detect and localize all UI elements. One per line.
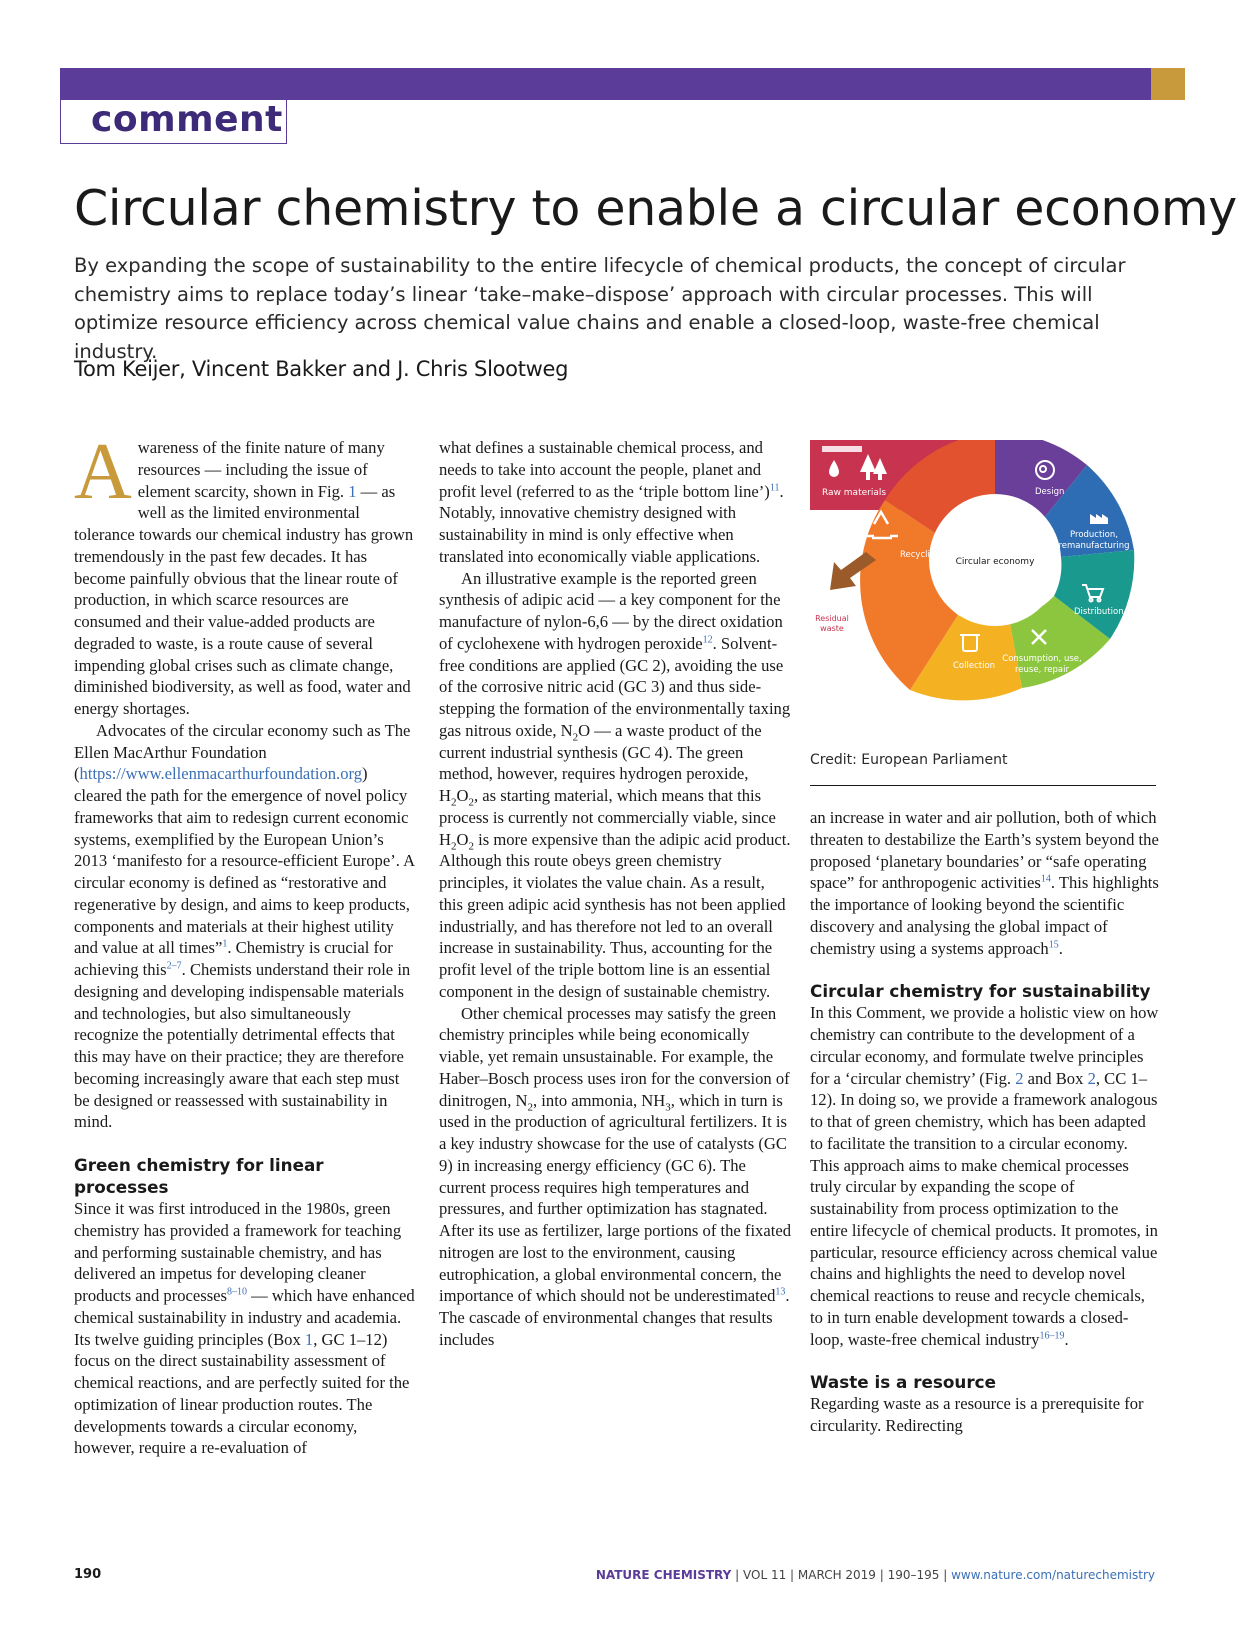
- header-accent: [1151, 68, 1185, 100]
- page-number: 190: [74, 1567, 102, 1582]
- header-bar: [60, 68, 1151, 100]
- consumption-label-2: reuse, repair: [1015, 665, 1069, 675]
- journal-name: NATURE CHEMISTRY: [595, 1568, 732, 1582]
- box-link[interactable]: 1: [304, 1329, 314, 1349]
- collection-label: Collection: [953, 661, 996, 671]
- paragraph: An illustrative example is the reported green synthesis of adipic acid — a key component for the manufacture of nylon-6,6 — by the direct oxidation of cyclohexene with hydrogen peroxide$^{12}$. Solvent-free conditions are applied (GC 2), avoiding the use of the corrosive nitric acid (GC 3) and thus side-stepping the formation of the environmentally taxing gas nitrous oxide, $N_2O$ — a waste product of the current industrial synthesis (GC 4). The green method, however, requires hydrogen peroxide, $H_2O_2$, as starting material, which means that this process is currently not commercially viable, since $H_2O_2$ is more expensive than the adipic acid product. Although this route obeys green chemistry principles, it violates the value chain. As a result, this green adipic acid synthesis has not been applied industrially, and has therefore not led to an overall increase in sustainability. Thus, accounting for the profit level of the triple bottom line is an essential component in the design of sustainable chemistry.: [439, 568, 791, 1001]
- article-title: Circular chemistry to enable a circular economy: [74, 180, 1237, 237]
- column-3: [810, 807, 1159, 1437]
- residual-label-2: waste: [820, 624, 844, 633]
- paragraph: what defines a sustainable chemical process, and needs to take into account the people, planet and profit level (referred to as the ‘triple bottom line’)$^{11}$. Notably, innovative chemistry designed with sustainability in mind is only effective when translated into economically viable applications.: [439, 438, 784, 566]
- column-1: [74, 428, 417, 1459]
- column-2: [439, 437, 791, 1351]
- reference-link[interactable]: 12: [702, 634, 713, 646]
- reference-link[interactable]: 15: [1048, 938, 1059, 950]
- recycling-label: Recycling: [900, 550, 941, 560]
- reference-link[interactable]: 13: [775, 1286, 786, 1298]
- figure-link[interactable]: 2: [1015, 1068, 1024, 1088]
- paragraph: In this Comment, we provide a holistic view on how chemistry can contribute to the development of a circular economy, and formulate twelve principles for a ‘circular chemistry’ (Fig. 2 and Box 2, CC 1–12). In doing so, we provide a framework analogous to that of green chemistry, which has been adapted to facilitate the transition to a circular economy. This approach aims to make chemical processes truly circular by expanding the scope of sustainability from process optimization to the entire lifecycle of chemical products. It promotes, in particular, resource efficiency across chemical value chains and highlights the need to develop novel chemical reactions to reuse and recycle chemicals, to in turn enable development towards a closed-loop, waste-free chemical industry$^{16-19}$.: [810, 1003, 1159, 1349]
- reference-link[interactable]: 14: [1040, 873, 1051, 885]
- section-heading: Circular chemistry for sustainability: [810, 981, 1151, 1002]
- reference-link[interactable]: 8–10: [227, 1286, 247, 1298]
- center-label: Circular economy: [955, 557, 1035, 567]
- journal-url[interactable]: www.nature.com/naturechemistry: [951, 1568, 1155, 1582]
- standfirst: By expanding the scope of sustainability to the entire lifecycle of chemical products, the concept of circular chemistry aims to replace today’s linear ‘take–make–dispose’ approach with circular processes. This will optimize resource efficiency across chemical value chains and enable a closed-loop, waste-free chemical industry.: [74, 254, 1126, 363]
- journal-footer: [596, 1568, 1155, 1582]
- section-label: comment: [91, 99, 283, 140]
- paragraph: Other chemical processes may satisfy the green chemistry principles while being economically viable, yet remain unsustainable. For example, the Haber–Bosch process uses iron for the conversion of dinitrogen, $N_2$, into ammonia, $NH_3$, which in turn is used in the production of agricultural fertilizers. It is a key industry showcase for the use of catalysts (GC 9) in increasing energy efficiency (GC 6). The current process requires high temperatures and pressures, and further optimization has stagnated. After its use as fertilizer, large portions of the fixated nitrogen are lost to the environment, causing eutrophication, a global environmental concern, the importance of which should not be underestimated$^{13}$. The cascade of environmental changes that results includes: [439, 1003, 791, 1349]
- reference-link[interactable]: 1: [222, 938, 228, 950]
- issue-info: | VOL 11 | MARCH 2019 | 190–195 |: [731, 1568, 952, 1582]
- drop-cap: A: [74, 428, 132, 516]
- reference-link[interactable]: 16–19: [1039, 1329, 1065, 1341]
- distribution-label: Distribution: [1074, 607, 1124, 617]
- figure-link[interactable]: 1: [348, 481, 357, 501]
- paragraph: Since it was first introduced in the 1980s, green chemistry has provided a framework for teaching and performing sustainable chemistry, and has delivered an impetus for developing cleaner products and processes$^{8-10}$ — which have enhanced chemical sustainability in industry and academia. Its twelve guiding principles (Box 1, GC 1–12) focus on the direct sustainability assessment of chemical reactions, and are perfectly suited for the optimization of linear production routes. The developments towards a circular economy, however, require a re-evaluation of: [74, 1199, 415, 1458]
- section-label-box: [60, 100, 287, 144]
- credit-rule: [810, 785, 1156, 786]
- foundation-link[interactable]: https://www.ellenmacarthurfoundation.org: [79, 764, 363, 784]
- reference-link[interactable]: 2–7: [166, 960, 182, 972]
- production-label-1: Production,: [1070, 530, 1118, 540]
- paragraph: Regarding waste as a resource is a prerequisite for circularity. Redirecting: [810, 1394, 1144, 1435]
- circular-economy-figure: [810, 440, 1150, 725]
- consumption-label-1: Consumption, use,: [1002, 654, 1082, 664]
- design-label: Design: [1035, 487, 1065, 497]
- paragraph: an increase in water and air pollution, both of which threaten to destabilize the Earth’s system beyond the proposed ‘planetary boundaries’ or “safe operating space” for anthropogenic activities$^{14}$. This highlights the importance of looking beyond the scientific discovery and analysing the global impact of chemistry using a systems approach$^{15}$.: [810, 808, 1159, 958]
- section-heading: Green chemistry for linear processes: [74, 1155, 324, 1197]
- residual-label-1: Residual: [815, 614, 849, 623]
- raw-materials-label: Raw materials: [822, 488, 887, 498]
- authors: Tom Keijer, Vincent Bakker and J. Chris Slootweg: [74, 357, 569, 381]
- paragraph: Advocates of the circular economy such as The Ellen MacArthur Foundation (https://www.ellenmacarthurfoundation.org) cleared the path for the emergence of novel policy frameworks that aim to redesign current economic systems, exemplified by the European Union’s 2013 ‘manifesto for a resource-efficient Europe’. A circular economy is defined as “restorative and regenerative by design, and aims to keep products, components and materials at their highest utility and value at all times”$^1$. Chemistry is crucial for achieving this$^{2-7}$. Chemists understand their role in designing and developing indispensable materials and technologies, but also simultaneously recognize the potentially detrimental effects that this may have on their practice; they are therefore becoming increasingly aware that each step must be designed or reassessed with sustainability in mind.: [74, 720, 415, 1132]
- production-label-2: remanufacturing: [1058, 541, 1130, 551]
- section-heading: Waste is a resource: [810, 1372, 996, 1393]
- paragraph: Awareness of the finite nature of many resources — including the issue of element scarcity, shown in Fig. 1 — as well as the limited environmental tolerance towards our chemical industry has grown tremendously in the past few decades. It has become painfully obvious that the linear route of production, in which scarce resources are consumed and their value-added products are degraded to waste, is a route cause of several impending global crises such as climate change, diminished biodiversity, as well as food, water and energy shortages.: [74, 428, 414, 718]
- box-link[interactable]: 2: [1087, 1068, 1096, 1088]
- figure-credit: Credit: European Parliament: [810, 752, 1008, 768]
- reference-link[interactable]: 11: [769, 481, 780, 493]
